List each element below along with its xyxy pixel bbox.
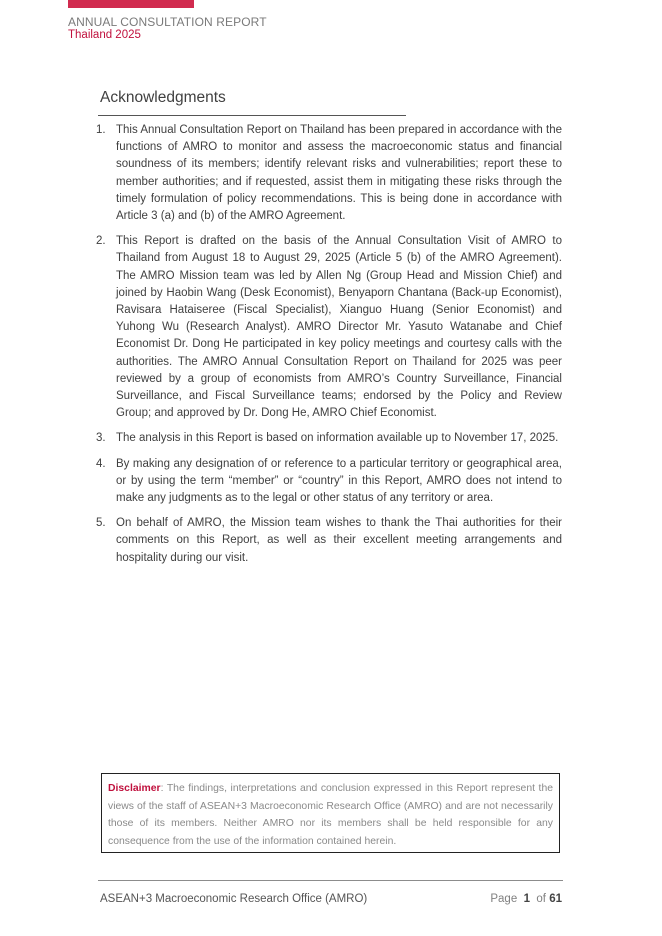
acknowledgments-list bbox=[96, 122, 562, 575]
list-item-number: 2. bbox=[96, 235, 106, 248]
header-accent-bar bbox=[68, 0, 194, 8]
list-item-number: 1. bbox=[96, 124, 106, 136]
footer-divider bbox=[98, 880, 563, 881]
list-item-number: 4. bbox=[96, 457, 106, 470]
disclaimer-box bbox=[101, 773, 560, 853]
list-item-text: This Annual Consultation Report on Thailand has been prepared in accordance with the functions of AMRO to monitor and assess the macroeconomic status and financial soundness of its members; identify relevant risks and vulnerabilities; report these to member authorities; and if requested, assist them in mitigating these risks through the timely formulation of policy recommendations. This is being done in accordance with Article 3 (a) and (b) of the AMRO Agreement. bbox=[116, 124, 562, 223]
title-divider bbox=[98, 115, 406, 116]
page-number: 1 bbox=[523, 893, 531, 905]
list-item-text: By making any designation of or reference to a particular territory or geographical area, or by using the term “member” or “country” in this Report, AMRO does not intend to make any judgments as to the legal or other status of any territory or area. bbox=[116, 457, 562, 505]
list-item-text: This Report is drafted on the basis of the Annual Consultation Visit of AMRO to Thailand from August 18 to August 29, 2025 (Article 5 (b) of the AMRO Agreement). The AMRO Mission team was led by Allen Ng (Group Head and Mission Chief) and joined by Haobin Wang (Desk Economist), Benyaporn Chantana (Back-up Economist), Ravisara Hataiseree (Fiscal Specialist), Xianguo Huang (Senior Economist) and Yuhong Wu (Research Analyst). AMRO Director Mr. Yasuto Watanabe and Chief Economist Dr. Dong He participated in key policy meetings and courtesy calls with the authorities. The AMRO Annual Consultation Report on Thailand for 2025 was peer reviewed by a group of economists from AMRO’s Country Surveillance, Financial Surveillance, and Fiscal Surveillance teams; endorsed by the Policy and Review Group; and approved by Dr. Dong He, AMRO Chief Economist. bbox=[116, 235, 562, 420]
list-item-text: The analysis in this Report is based on information available up to November 17, 2025. bbox=[116, 432, 559, 445]
list-item bbox=[96, 456, 562, 508]
report-type-label: ANNUAL CONSULTATION REPORT bbox=[68, 15, 267, 29]
disclaimer-label: Disclaimer bbox=[108, 783, 161, 794]
page-indicator bbox=[490, 893, 562, 905]
list-item bbox=[96, 233, 562, 422]
footer-organization: ASEAN+3 Macroeconomic Research Office (AMRO) bbox=[100, 893, 368, 905]
list-item-number: 5. bbox=[96, 517, 106, 530]
report-country-year: Thailand 2025 bbox=[68, 29, 141, 41]
list-item bbox=[96, 430, 562, 447]
list-item bbox=[96, 122, 562, 225]
page-total: 61 bbox=[549, 893, 562, 905]
of-word: of bbox=[536, 893, 546, 905]
page-title: Acknowledgments bbox=[100, 89, 226, 106]
disclaimer-text: : The findings, interpretations and conclusion expressed in this Report represent the views of the staff of ASEAN+3 Macroeconomic Research Office (AMRO) and are not necessarily those of its members. Neither AMRO nor its members shall be held responsible for any consequence from the use of the information contained herein. bbox=[108, 783, 553, 847]
list-item-text: On behalf of AMRO, the Mission team wishes to thank the Thai authorities for their comments on this Report, as well as their excellent meeting arrangements and hospitality during our visit. bbox=[116, 517, 562, 564]
list-item bbox=[96, 515, 562, 567]
list-item-number: 3. bbox=[96, 432, 106, 445]
page-word: Page bbox=[490, 893, 518, 905]
